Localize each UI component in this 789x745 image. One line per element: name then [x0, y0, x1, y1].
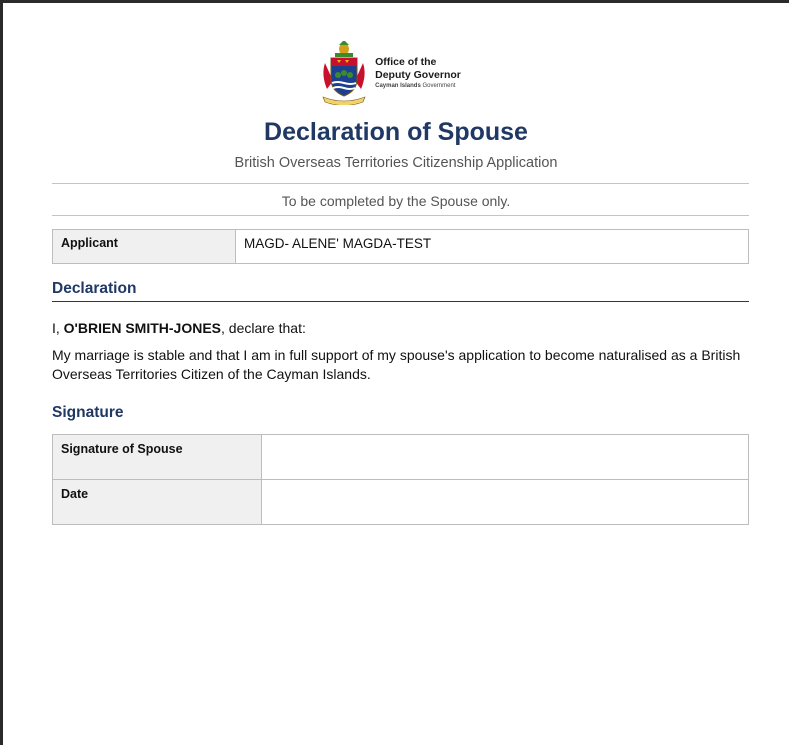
intro-prefix: I, — [52, 320, 64, 336]
document-page — [3, 3, 789, 745]
applicant-label: Applicant — [53, 230, 236, 264]
spouse-name: O'BRIEN SMITH-JONES — [63, 320, 222, 336]
applicant-row — [53, 230, 749, 264]
signature-field[interactable] — [262, 435, 749, 480]
date-field[interactable] — [262, 480, 749, 525]
page-subtitle: British Overseas Territories Citizenship Application — [234, 155, 558, 171]
declaration-statement: My marriage is stable and that I am in full support of my spouse's application to become naturalised as a British Overseas Territories Citizen of the Cayman Islands. — [52, 347, 741, 382]
date-label: Date — [53, 480, 262, 525]
declaration-intro — [52, 319, 749, 338]
intro-suffix: , declare that: — [221, 320, 306, 336]
government-name: Cayman Islands — [375, 82, 421, 89]
issuing-office — [375, 56, 461, 89]
office-line-2: Deputy Governor — [375, 68, 461, 81]
government-line — [375, 83, 461, 90]
declaration-heading-underline — [52, 301, 749, 302]
signature-table — [52, 434, 749, 525]
office-line-1: Office of the — [375, 56, 437, 69]
signature-label: Signature of Spouse — [53, 435, 262, 480]
declaration-heading: Declaration — [52, 280, 137, 297]
government-suffix: Government — [420, 82, 456, 89]
applicant-table — [52, 229, 749, 264]
divider-bottom — [52, 215, 749, 216]
applicant-value: MAGD- ALENE' MAGDA-TEST — [236, 230, 749, 264]
coat-of-arms-icon — [319, 41, 369, 105]
instruction-note: To be completed by the Spouse only. — [281, 193, 511, 209]
date-row — [53, 480, 749, 525]
divider-top — [52, 183, 749, 184]
letterhead — [3, 41, 789, 105]
page-title: Declaration of Spouse — [264, 118, 528, 146]
signature-row — [53, 435, 749, 480]
signature-heading: Signature — [52, 404, 124, 421]
